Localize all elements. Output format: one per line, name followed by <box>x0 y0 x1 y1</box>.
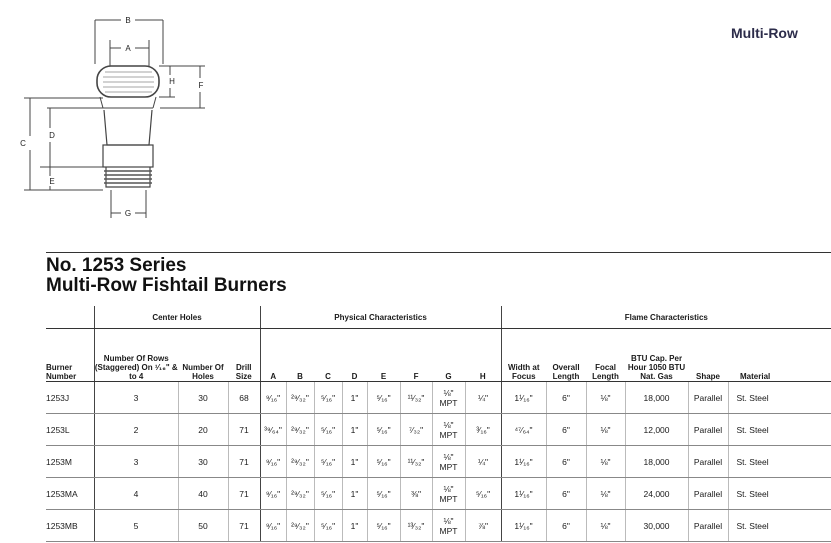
cell-g-thread: MPT <box>439 397 458 408</box>
cell-burner: 1253J <box>46 382 94 414</box>
cell-drill: 71 <box>228 414 260 446</box>
dim-label-b: B <box>125 16 131 25</box>
title-product: Multi-Row Fishtail Burners <box>46 275 287 296</box>
col-rows: Number Of Rows (Staggered) On ¹⁄₁₆" & to 4 <box>94 329 178 382</box>
cell-holes: 30 <box>178 446 228 478</box>
cell-g-size: ⅛" <box>443 483 454 494</box>
col-f: F <box>400 329 432 382</box>
cell-drill: 68 <box>228 382 260 414</box>
cell-c: ⁵⁄₁₆" <box>314 446 342 478</box>
dim-label-a: A <box>125 44 131 53</box>
table-row <box>46 478 831 510</box>
cell-f: ¹¹⁄₃₂" <box>400 446 432 478</box>
table-row <box>46 414 831 446</box>
cell-g-thread: MPT <box>439 461 458 472</box>
cell-width: ⁴⁷⁄₆₄" <box>501 414 546 446</box>
cell-drill: 71 <box>228 478 260 510</box>
cell-a: ⁹⁄₁₆" <box>260 446 286 478</box>
cell-h: ¼" <box>465 382 501 414</box>
col-shape: Shape <box>688 329 728 382</box>
cell-g <box>432 414 465 446</box>
cell-e: ⁵⁄₁₆" <box>367 510 400 542</box>
col-c: C <box>314 329 342 382</box>
cell-h: ⅞" <box>465 510 501 542</box>
cell-a: ³⁹⁄₆₄" <box>260 414 286 446</box>
cell-overall: 6" <box>546 510 586 542</box>
group-physical: Physical Characteristics <box>260 306 501 329</box>
cell-f: ¹³⁄₃₂" <box>400 510 432 542</box>
cell-holes: 50 <box>178 510 228 542</box>
cell-material: St. Steel <box>728 446 831 478</box>
dim-label-d: D <box>49 131 55 140</box>
title-top-rule <box>46 252 831 253</box>
cell-g-size: ⅛" <box>443 419 454 430</box>
cell-drill: 71 <box>228 510 260 542</box>
cell-material: St. Steel <box>728 478 831 510</box>
cell-c: ⁵⁄₁₆" <box>314 478 342 510</box>
cell-burner: 1253MB <box>46 510 94 542</box>
cell-e: ⁵⁄₁₆" <box>367 382 400 414</box>
col-material: Material <box>728 329 831 382</box>
cell-b: ²⁹⁄₃₂" <box>286 382 314 414</box>
col-b: B <box>286 329 314 382</box>
cell-e: ⁵⁄₁₆" <box>367 446 400 478</box>
cell-g-thread: MPT <box>439 429 458 440</box>
cell-drill: 71 <box>228 446 260 478</box>
cell-b: ²⁹⁄₃₂" <box>286 414 314 446</box>
cell-f: ¹¹⁄₃₂" <box>400 382 432 414</box>
cell-rows: 4 <box>94 478 178 510</box>
cell-b: ²⁹⁄₃₂" <box>286 446 314 478</box>
cell-holes: 30 <box>178 382 228 414</box>
cell-width: 1¹⁄₁₆" <box>501 382 546 414</box>
cell-d: 1" <box>342 414 367 446</box>
cell-btu: 18,000 <box>625 446 688 478</box>
cell-f: ⁷⁄₃₂" <box>400 414 432 446</box>
dim-label-e: E <box>49 177 55 186</box>
cell-b: ²⁹⁄₃₂" <box>286 478 314 510</box>
table-row <box>46 446 831 478</box>
cell-rows: 2 <box>94 414 178 446</box>
cell-width: 1¹⁄₁₆" <box>501 446 546 478</box>
burner-spec-table <box>46 306 831 542</box>
cell-burner: 1253MA <box>46 478 94 510</box>
col-a: A <box>260 329 286 382</box>
cell-h: ³⁄₁₆" <box>465 414 501 446</box>
col-holes: Number Of Holes <box>178 329 228 382</box>
page-title <box>46 256 287 296</box>
dim-label-c: C <box>20 139 26 148</box>
cell-c: ⁵⁄₁₆" <box>314 382 342 414</box>
cell-g-thread: MPT <box>439 525 458 536</box>
cell-btu: 12,000 <box>625 414 688 446</box>
cell-h: ⁵⁄₁₆" <box>465 478 501 510</box>
cell-focal: ⅛" <box>586 478 625 510</box>
cell-width: 1¹⁄₁₆" <box>501 510 546 542</box>
group-center-holes: Center Holes <box>94 306 260 329</box>
col-btu: BTU Cap. Per Hour 1050 BTU Nat. Gas <box>625 329 688 382</box>
col-e: E <box>367 329 400 382</box>
col-h: H <box>465 329 501 382</box>
cell-shape: Parallel <box>688 446 728 478</box>
cell-material: St. Steel <box>728 510 831 542</box>
col-burner-number: Burner Number <box>46 329 94 382</box>
cell-holes: 40 <box>178 478 228 510</box>
cell-shape: Parallel <box>688 414 728 446</box>
cell-width: 1¹⁄₁₆" <box>501 478 546 510</box>
col-focal-length: Focal Length <box>586 329 625 382</box>
col-d: D <box>342 329 367 382</box>
cell-d: 1" <box>342 478 367 510</box>
cell-material: St. Steel <box>728 414 831 446</box>
cell-focal: ⅛" <box>586 510 625 542</box>
cell-shape: Parallel <box>688 510 728 542</box>
cell-shape: Parallel <box>688 478 728 510</box>
cell-g <box>432 382 465 414</box>
burner-dimension-diagram <box>0 0 260 230</box>
cell-rows: 3 <box>94 446 178 478</box>
cell-f: ⅜" <box>400 478 432 510</box>
cell-g-size: ⅛" <box>443 515 454 526</box>
cell-btu: 24,000 <box>625 478 688 510</box>
cell-focal: ⅛" <box>586 382 625 414</box>
cell-g-thread: MPT <box>439 493 458 504</box>
col-drill: Drill Size <box>228 329 260 382</box>
dim-label-f: F <box>198 81 204 90</box>
cell-a: ⁹⁄₁₆" <box>260 382 286 414</box>
col-g: G <box>432 329 465 382</box>
cell-d: 1" <box>342 382 367 414</box>
cell-e: ⁵⁄₁₆" <box>367 414 400 446</box>
cell-overall: 6" <box>546 414 586 446</box>
cell-g <box>432 478 465 510</box>
cell-focal: ⅛" <box>586 446 625 478</box>
col-width-focus: Width at Focus <box>501 329 546 382</box>
cell-g-size: ⅛" <box>443 451 454 462</box>
cell-rows: 3 <box>94 382 178 414</box>
cell-b: ²⁹⁄₃₂" <box>286 510 314 542</box>
cell-a: ⁹⁄₁₆" <box>260 478 286 510</box>
cell-g <box>432 510 465 542</box>
cell-overall: 6" <box>546 478 586 510</box>
cell-holes: 20 <box>178 414 228 446</box>
cell-material: St. Steel <box>728 382 831 414</box>
title-series: No. 1253 Series <box>46 255 187 276</box>
dim-label-h: H <box>169 77 175 86</box>
cell-btu: 30,000 <box>625 510 688 542</box>
cell-h: ¼" <box>465 446 501 478</box>
dim-label-g: G <box>124 209 132 218</box>
table-row <box>46 510 831 542</box>
cell-e: ⁵⁄₁₆" <box>367 478 400 510</box>
cell-rows: 5 <box>94 510 178 542</box>
cell-d: 1" <box>342 510 367 542</box>
cell-overall: 6" <box>546 382 586 414</box>
cell-overall: 6" <box>546 446 586 478</box>
col-overall-length: Overall Length <box>546 329 586 382</box>
group-flame: Flame Characteristics <box>501 306 831 329</box>
table-row <box>46 382 831 414</box>
cell-d: 1" <box>342 446 367 478</box>
cell-burner: 1253M <box>46 446 94 478</box>
cell-g <box>432 446 465 478</box>
page-header-label: Multi-Row <box>731 25 798 41</box>
cell-shape: Parallel <box>688 382 728 414</box>
cell-c: ⁵⁄₁₆" <box>314 510 342 542</box>
cell-a: ⁹⁄₁₆" <box>260 510 286 542</box>
cell-focal: ⅛" <box>586 414 625 446</box>
cell-g-size: ⅛" <box>443 387 454 398</box>
cell-btu: 18,000 <box>625 382 688 414</box>
cell-burner: 1253L <box>46 414 94 446</box>
cell-c: ⁵⁄₁₆" <box>314 414 342 446</box>
